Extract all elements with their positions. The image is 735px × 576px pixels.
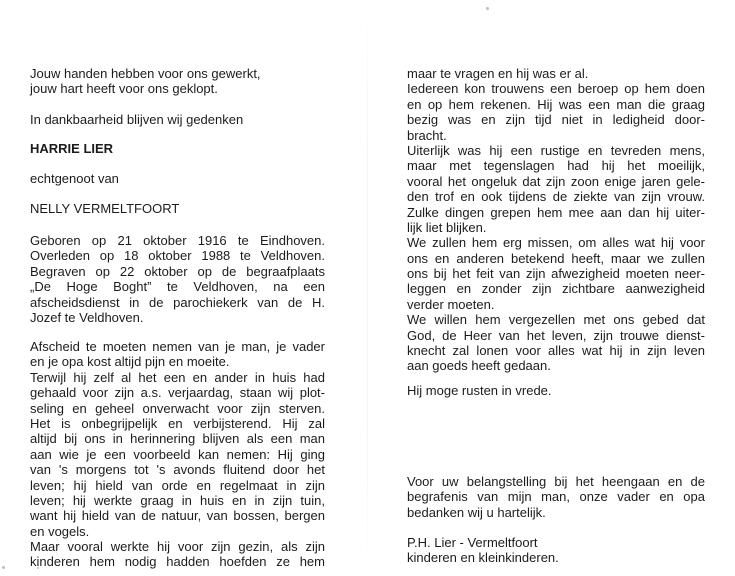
text-line: Uiterlijk was hij een rustige en tevreden mens, [407,142,705,158]
text-line: seling en geheel onverwacht voor zijn sterven. [30,400,325,416]
text-line: bezig was en zijn tijd niet in ledigheid door- [407,112,705,128]
text-line: leven; hij hield van orde en regelmaat in zijn [30,477,325,493]
text-line: vooral het ongeluk dat zijn zoon enige jaren gele- [407,173,705,189]
text-line: aan wie je een voorbeeld kan nemen: Hij ging [30,446,325,462]
text-line: Maar vooral werkte hij voor zijn gezin, als zijn [30,539,325,555]
thanks-line: Voor uw belangstelling bij het heengaan en de [407,474,705,489]
text-line: van 's morgens tot 's avonds fluitend door het [30,462,325,478]
text-line: Zulke dingen grepen hem mee aan dan hij uiter- [407,204,705,220]
fact-line: Geboren op 21 oktober 1916 te Eindhoven. [30,233,325,248]
memorial-text-part-2 [407,66,705,374]
life-facts [30,233,325,325]
text-line: bracht. [407,127,447,143]
poem-line: Jouw handen hebben voor ons gewerkt, [30,66,261,81]
text-line: Het is onbegrijpelijk en verbijsterend. Hij zal [30,415,325,431]
fact-line: „De Hoge Boght” te Veldhoven, na een [30,279,325,295]
spouse-name-text: NELLY VERMELTFOORT [30,201,180,216]
thanks [407,474,705,520]
card-fold [367,0,368,576]
thanks-line: bedanken wij u hartelijk. [407,504,546,520]
deceased-name [30,141,325,156]
text-line: maar met tegenslagen had hij het moeilijk, [407,158,705,174]
remembrance-text: In dankbaarheid blijven wij gedenken [30,112,244,127]
scan-speck [486,7,489,10]
signature-line: kinderen en kleinkinderen. [407,550,559,566]
poem [30,66,325,97]
fact-line: Begraven op 22 oktober op de begraafplaats [30,263,325,279]
text-line: Afscheid te moeten nemen van je man, je vader [30,339,325,354]
rest-in-peace-text: Hij moge rusten in vrede. [407,383,552,398]
scan-speck [2,566,5,569]
signature [407,535,705,566]
text-line: want hij hield van de natuur, van bossen, bergen [30,508,325,524]
relation-text: echtgenoot van [30,171,119,186]
text-line: knecht zal lonen voor alles wat hij in zijn leven [407,343,705,359]
text-line: den trof en ook tijdens de ziekte van zijn vrouw. [407,189,705,205]
text-line: leggen en zonder zijn zichtbare aanwezigheid [407,281,705,297]
text-line: lijk liet blijken. [407,219,487,235]
text-line: altijd bij ons in herinnering blijven als een man [30,431,325,447]
thanks-line: begrafenis van mijn man, onze vader en opa [407,489,705,505]
relation [30,171,325,186]
text-line: Iedereen kon trouwens een beroep op hem doen [407,81,705,97]
text-line: en vogels. [30,523,90,539]
fact-line: afscheidsdienst in de parochiekerk van de H. [30,294,325,310]
text-line: ons en anderen betekend heeft, maar we zullen [407,250,705,266]
poem-line: jouw hart heeft voor ons geklopt. [30,81,218,97]
text-line: leven; hij werkte graag in huis en in zijn tuin, [30,492,325,508]
text-line: We zullen hem erg missen, om alles wat hij voor [407,235,705,251]
deceased-name-text: HARRIE LIER [30,141,114,156]
text-line: maar te vragen en hij was er al. [407,66,589,81]
spouse-name [30,201,325,216]
text-line: We willen hem vergezellen met ons gebed dat [407,312,705,328]
text-line: en je opa kost altijd pijn en moeite. [30,354,230,370]
rest-in-peace [407,383,705,398]
text-line: verder moeten. [407,296,495,312]
remembrance-line [30,112,325,127]
fact-line: Overleden op 18 oktober 1988 te Veldhoven. [30,248,325,264]
text-line: ons bij het feit van zijn afwezigheid moeten neer- [407,266,705,282]
text-line: Terwijl hij zelf al het een en ander in huis had [30,369,325,385]
fact-line: Jozef te Veldhoven. [30,309,144,325]
memorial-text-part-1 [30,339,325,570]
text-line: gehaald voor zijn a.s. verjaardag, staan wij plot- [30,385,325,401]
text-line: God, de Heer van het leven, zijn trouwe dienst- [407,327,705,343]
signature-line: P.H. Lier - Vermeltfoort [407,535,538,550]
text-line: en op hem rekenen. Hij was een man die graag [407,96,705,112]
text-line: aan goeds heeft gedaan. [407,358,551,374]
text-line: kinderen hem nodig hadden hoefden ze hem [30,554,325,570]
